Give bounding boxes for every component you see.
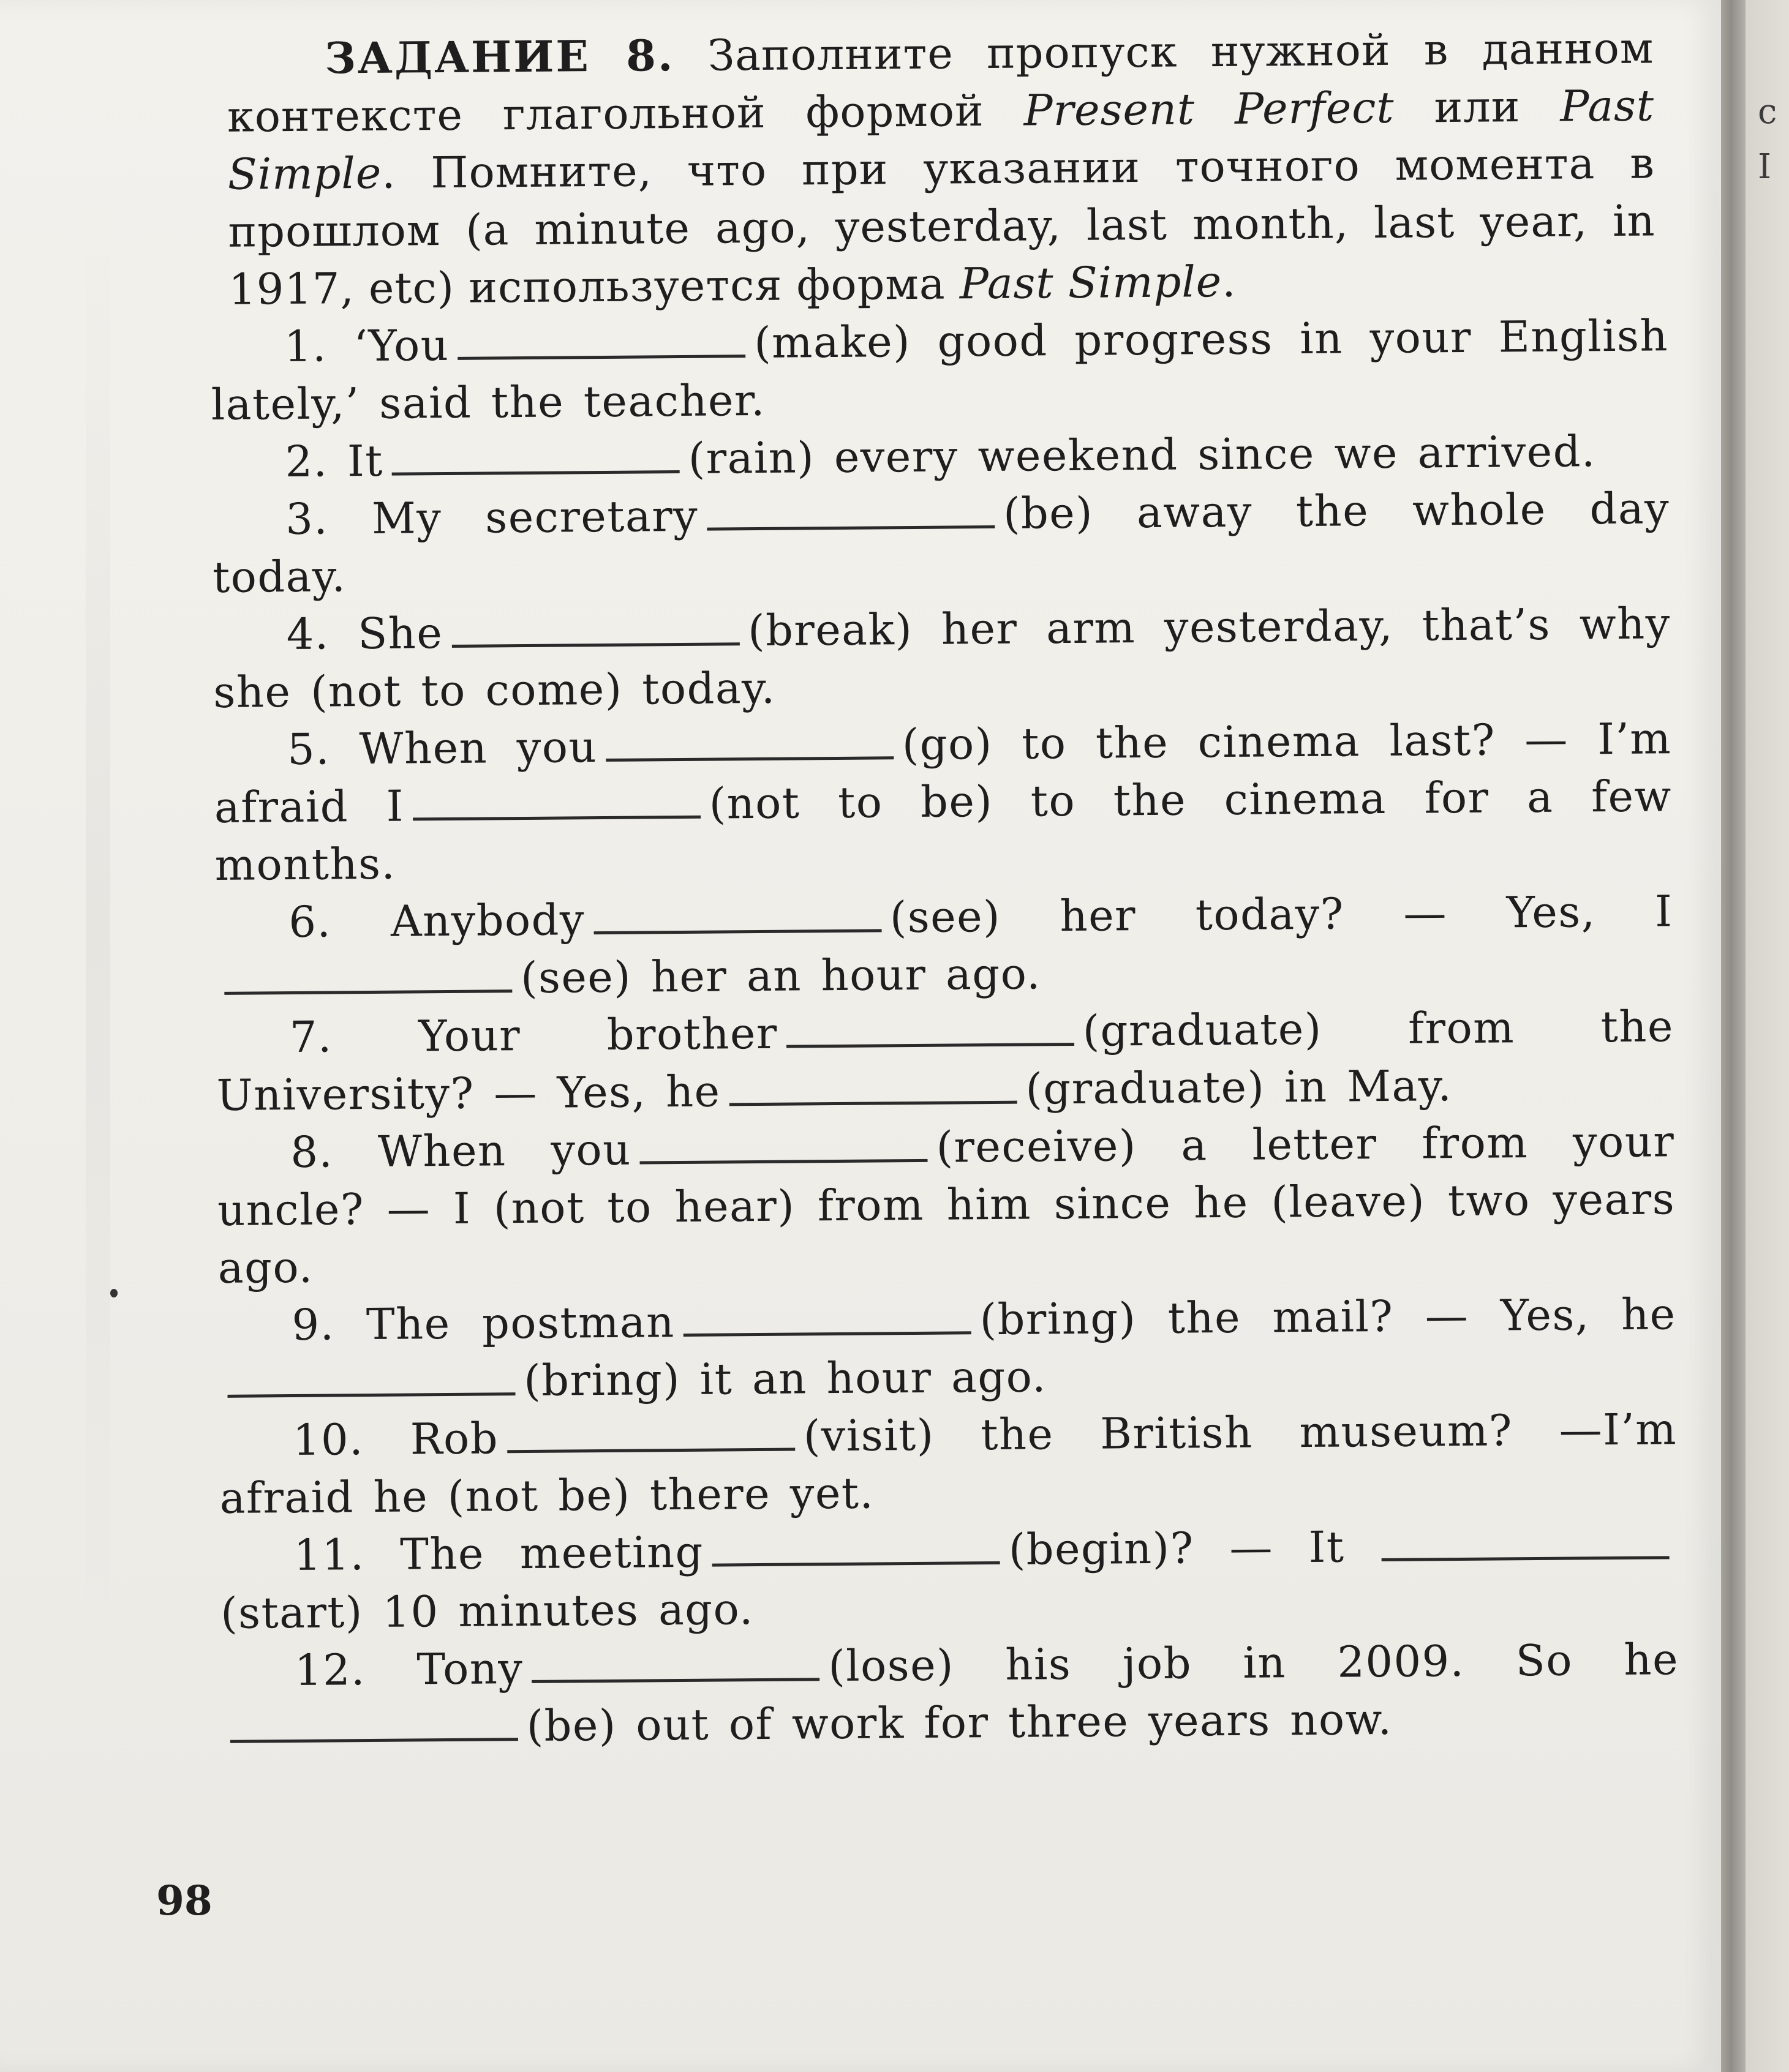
exercise-text: My secretary bbox=[371, 490, 699, 544]
answer-blank[interactable] bbox=[1381, 1519, 1669, 1561]
exercise-2 bbox=[211, 422, 1670, 491]
exercise-text: (receive) a letter from your uncle? — I (not to hear) from him since he (leave) two years ago. bbox=[217, 1116, 1676, 1293]
task-heading bbox=[227, 19, 1656, 318]
exercise-text: (graduate) in May. bbox=[1025, 1060, 1453, 1114]
exercise-text: ‘You bbox=[353, 320, 450, 372]
exercise-text: (graduate) from the University? — Yes, he bbox=[216, 1001, 1674, 1120]
exercise-text: (see) her today? — Yes, I bbox=[889, 886, 1673, 943]
exercise-text: (see) her an hour ago. bbox=[520, 948, 1042, 1004]
exercise-text: It bbox=[347, 435, 384, 487]
answer-blank[interactable] bbox=[392, 434, 680, 476]
exercise-number: 10. bbox=[292, 1414, 364, 1465]
exercise-text: (bring) it an hour ago. bbox=[524, 1351, 1047, 1406]
exercise-text: (go) to the cinema last? — I’m afraid I bbox=[214, 713, 1672, 833]
exercise-9 bbox=[218, 1285, 1676, 1412]
answer-blank[interactable] bbox=[712, 1525, 1000, 1567]
exercise-text: Rob bbox=[410, 1413, 499, 1465]
page-number: 98 bbox=[156, 1877, 213, 1924]
exercise-number: 1. bbox=[284, 321, 328, 372]
exercise-text: The meeting bbox=[399, 1526, 704, 1580]
answer-blank[interactable] bbox=[227, 1356, 515, 1398]
exercise-number: 3. bbox=[285, 494, 329, 545]
term-past-simple: Past Simple bbox=[227, 80, 1655, 200]
answer-blank[interactable] bbox=[458, 318, 745, 360]
exercise-text: (not to be) to the cinema for a few months. bbox=[214, 771, 1673, 890]
exercise-1 bbox=[211, 307, 1669, 434]
task-instruction-or: или bbox=[1394, 81, 1561, 133]
exercise-text: She bbox=[357, 608, 443, 659]
exercise-text: (break) her arm yesterday, that’s why she (not to come) today. bbox=[213, 598, 1671, 718]
answer-blank[interactable] bbox=[224, 953, 512, 995]
next-page-char: c bbox=[1758, 92, 1777, 132]
book-gutter bbox=[1721, 0, 1746, 2072]
answer-blank[interactable] bbox=[639, 1122, 927, 1165]
exercise-4 bbox=[213, 595, 1671, 721]
exercise-text: (bring) the mail? — Yes, he bbox=[979, 1289, 1676, 1345]
exercise-number: 9. bbox=[292, 1299, 335, 1350]
exercise-text: (be) away the whole day today. bbox=[212, 483, 1670, 602]
exercise-number: 7. bbox=[289, 1012, 333, 1063]
exercise-number: 5. bbox=[287, 724, 331, 775]
answer-blank[interactable] bbox=[230, 1701, 518, 1743]
answer-blank[interactable] bbox=[413, 779, 701, 821]
exercise-text: (begin)? — It bbox=[1008, 1522, 1345, 1575]
exercise-number: 4. bbox=[286, 609, 330, 660]
exercise-10 bbox=[219, 1400, 1678, 1527]
exercise-text: When you bbox=[359, 722, 598, 775]
exercise-6 bbox=[215, 882, 1673, 1009]
exercise-text: Your brother bbox=[418, 1008, 778, 1062]
exercise-number: 6. bbox=[288, 896, 332, 948]
answer-blank[interactable] bbox=[707, 489, 995, 531]
term-present-perfect: Present Perfect bbox=[1023, 82, 1395, 136]
answer-blank[interactable] bbox=[593, 892, 881, 934]
next-page-edge bbox=[1746, 0, 1789, 2072]
answer-blank[interactable] bbox=[606, 719, 894, 762]
term-past-simple-2: Past Simple bbox=[959, 257, 1222, 309]
answer-blank[interactable] bbox=[683, 1294, 971, 1337]
exercise-number: 11. bbox=[293, 1530, 365, 1580]
exercise-7 bbox=[216, 997, 1674, 1124]
answer-blank[interactable] bbox=[507, 1411, 795, 1454]
task-instruction-part-2: . Помните, что при указании точного момента в прошлом (a minute ago, yesterday, last month, last year, in 1917, etc) используется форма bbox=[228, 138, 1655, 315]
exercise-12 bbox=[221, 1631, 1679, 1757]
answer-blank[interactable] bbox=[786, 1006, 1074, 1048]
exercise-text: (rain) every weekend since we arrived. bbox=[688, 426, 1597, 484]
exercise-text: (be) out of work for three years now. bbox=[526, 1694, 1393, 1752]
exercise-text: (lose) his job in 2009. So he bbox=[828, 1634, 1679, 1692]
exercise-3 bbox=[212, 479, 1670, 606]
task-instruction-end: . bbox=[1221, 256, 1237, 307]
exercise-text: (visit) the British museum? —I’m afraid he (not be) there yet. bbox=[219, 1404, 1678, 1523]
exercise-text: The postman bbox=[366, 1297, 676, 1350]
task-label: ЗАДАНИЕ 8. bbox=[325, 30, 675, 84]
exercise-text: When you bbox=[377, 1124, 631, 1177]
exercise-number: 8. bbox=[290, 1127, 334, 1177]
exercise-11 bbox=[220, 1515, 1678, 1642]
answer-blank[interactable] bbox=[729, 1064, 1017, 1106]
pen-mark bbox=[110, 1289, 118, 1297]
exercise-text: Tony bbox=[416, 1643, 524, 1695]
next-page-char: I bbox=[1758, 147, 1772, 187]
page-content bbox=[208, 19, 1679, 1757]
exercise-text: (make) good progress in your English lately,’ said the teacher. bbox=[211, 310, 1669, 430]
answer-blank[interactable] bbox=[532, 1641, 819, 1683]
exercise-number: 2. bbox=[285, 436, 328, 487]
answer-blank[interactable] bbox=[451, 606, 739, 648]
exercise-text: Anybody bbox=[390, 895, 586, 947]
exercise-text: (start) 10 minutes ago. bbox=[220, 1584, 755, 1638]
exercise-number: 12. bbox=[294, 1645, 366, 1695]
exercise-8 bbox=[217, 1113, 1676, 1297]
show-through-shadow bbox=[86, 184, 110, 1653]
task-instruction-part-1: Заполните пропуск нужной в данном контексте глагольной формой bbox=[227, 23, 1654, 142]
exercise-5 bbox=[214, 710, 1673, 894]
